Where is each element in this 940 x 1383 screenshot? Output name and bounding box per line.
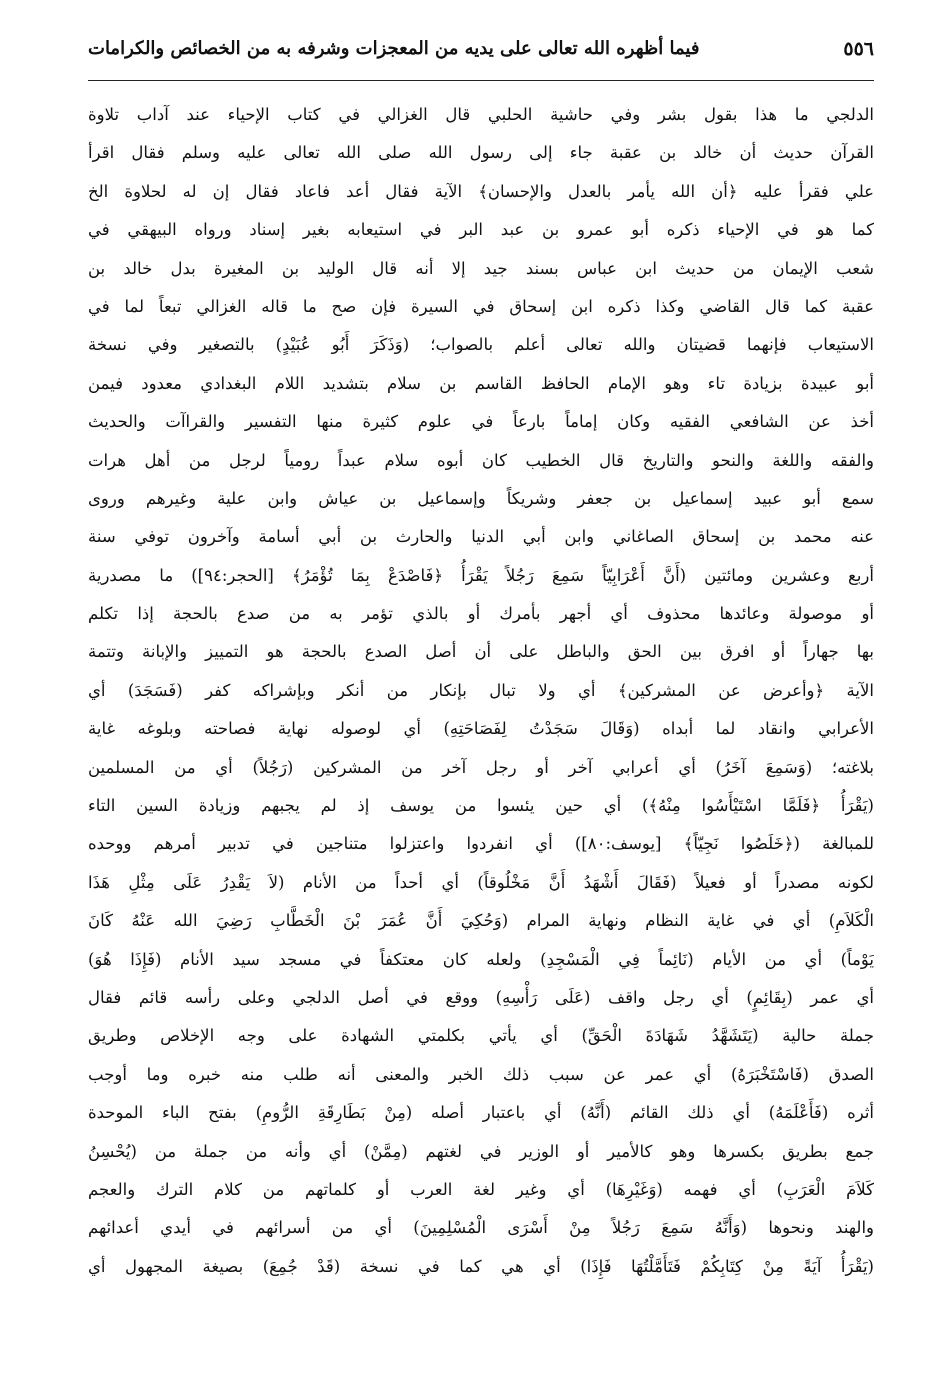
text-line: أخذ عن الشافعي الفقيه وكان إماماً بارعاً في علوم كثيرة منها التفسير والقراآت والحديث xyxy=(88,412,874,432)
text-line: عنه محمد بن إسحاق الصاغاني وابن أبي الدنيا والحارث بن أبي أسامة وآخرون توفي سنة xyxy=(88,527,874,547)
text-line: شعب الإيمان من حديث ابن عباس بسند جيد إلا أنه قال الوليد بن المغيرة بدل خالد بن xyxy=(88,258,874,278)
text-line: الآية ﴿وأعرض عن المشركين﴾ أي ولا تبال بإنكار من أنكر وبإشراكه كفر (فَسَجَدَ) أي xyxy=(88,680,874,700)
text-line: أربع وعشرين ومائتين (أَنَّ أَعْرَابِيّاً سَمِعَ رَجُلاً يَقْرَأُ ﴿فَاصْدَعْ بِمَا تُؤْمَرُ﴾ [الحجر:٩٤]) ما مصدرية xyxy=(88,565,874,585)
text-line: جملة حالية (يَتَشَهَّدُ شَهَادَةَ الْحَقِّ) أي يأتي بكلمتي الشهادة على وجه الإخلاص وطريق xyxy=(88,1026,874,1046)
text-line: عقبة كما قال القاضي وكذا ذكره ابن إسحاق في السيرة فإن صح ما قاله الغزالي تبعاً لما في xyxy=(88,296,874,316)
text-line: الصدق (فَاسْتَخْبَرَهُ) أي عمر عن سبب ذلك الخبر والمعنى أنه طلب منه خبره وما أوجب xyxy=(88,1064,874,1084)
text-line: الدلجي ما هذا بقول بشر وفي حاشية الحلبي قال الغزالي في كتاب الإحياء عند آداب تلاوة xyxy=(88,105,874,124)
text-line: أبو عبيدة بزيادة تاء وهو الإمام الحافظ القاسم بن سلام بتشديد اللام البغدادي معدود فيمن xyxy=(88,373,874,393)
text-line: كما هو في الإحياء ذكره أبو عمرو بن عبد البر في استيعابه بغير إسناد ورواه البيهقي في xyxy=(88,220,874,240)
text-line: يَوْماً) أي من الأيام (نَائِماً فِي الْمَسْجِدِ) ولعله كان معتكفاً في مسجد سيد الأنام (فَإِذَا هُوَ) xyxy=(88,949,874,969)
text-line: لكونه مصدراً أو فعيلاً (فَقَالَ أَشْهَدُ أَنَّ مَخْلُوقاً) أي أحداً من الأنام (لاَ يَقْدِرُ عَلَى مِثْلِ هَذَا xyxy=(88,872,874,892)
text-line: (يَقْرَأُ آيَةً مِنْ كِتَابِكُمْ فَتَأَمَّلْتُهَا فَإِذَا) أي هي كما في نسخة (قَدْ جُمِعَ) بصيغة المجهول أي xyxy=(88,1256,874,1276)
text-line: سمع أبو عبيد إسماعيل بن جعفر وشريكاً وإسماعيل بن عياش وابن علية وغيرهم وروى xyxy=(88,488,874,508)
text-line: والهند ونحوها (وَأَنَّهُ سَمِعَ رَجُلاً مِنْ أَسْرَى الْمُسْلِمِينَ) أي من أسرائهم في أيدي أعدائهم xyxy=(88,1218,874,1238)
text-line: القرآن حديث أن خالد بن عقبة جاء إلى رسول الله صلى الله تعالى عليه وسلم فقال اقرأ xyxy=(88,143,874,163)
text-line: بلاغته؛ (وَسَمِعَ آخَرُ) أي أعرابي آخر أو رجل آخر من المشركين (رَجُلاً) أي من المسلمين xyxy=(88,757,874,777)
text-line: علي فقرأ عليه ﴿أن الله يأمر بالعدل والإحسان﴾ الآية فقال أعد فاعاد فقال إن له لحلاوة الخ xyxy=(88,181,874,201)
text-line: جمع بطريق بكسرها وهو كالأمير أو الوزير في لغتهم (مِمَّنْ) أي وأنه من جملة من (يُحْسِنُ xyxy=(88,1141,874,1161)
running-title: فيما أظهره الله تعالى على يديه من المعجزات وشرفه به من الخصائص والكرامات xyxy=(88,38,700,59)
text-line: (يَقْرَأُ ﴿فَلَمَّا اسْتَيْأَسُوا مِنْهُ﴾) أي حين يئسوا من يوسف إذ لم يجبهم وزيادة السين التاء xyxy=(88,796,874,816)
text-line: أو موصولة وعائدها محذوف أي أجهر بأمرك أو بالذي تؤمر به من صدع بالحجة إذا تكلم xyxy=(88,604,874,624)
page-header xyxy=(88,32,874,72)
page-number: ٥٥٦ xyxy=(843,38,874,60)
body-text xyxy=(88,96,874,1286)
text-line: الْكَلاَمِ) أي في غاية النظام ونهاية المرام (وَحُكِيَ أَنَّ عُمَرَ بْنَ الْخَطَّابِ رَضِيَ الله عَنْهُ كَانَ xyxy=(88,911,874,931)
text-line: أي عمر (بِقَائِمٍ) أي رجل واقف (عَلَى رَأْسِهِ) ووقع في أصل الدلجي وعلى رأسه قائم فقال xyxy=(88,987,874,1007)
text-line: الاستيعاب فإنهما قضيتان والله تعالى أعلم بالصواب؛ (وَذَكَرَ أَبُو عُبَيْدٍ) بالتصغير وفي نسخة xyxy=(88,335,874,355)
text-line: كَلاَمَ الْعَرَبِ) أي فهمه (وَغَيْرِهَا) أي وغير لغة العرب أو كلماتهم من كلام الترك والعجم xyxy=(88,1179,874,1199)
text-line: الأعرابي وانقاد لما أبداه (وَقَالَ سَجَدْتُ لِفَصَاحَتِهِ) أي لوصوله نهاية فصاحته وبلوغه غاية xyxy=(88,719,874,739)
text-line: أثره (فَأَعْلَمَهُ) أي ذلك القائم (أَنَّهُ) أي باعتبار أصله (مِنْ بَطَارِقَةِ الرُّومِ) بفتح الباء الموحدة xyxy=(88,1103,874,1123)
text-line: للمبالغة (﴿خَلَصُوا نَجِيّاً﴾ [يوسف:٨٠]) أي انفردوا واعتزلوا متناجين في تدبير أمرهم ووحده xyxy=(88,834,874,854)
text-line: بها جهاراً أو افرق بين الحق والباطل على أن أصل الصدع بالحجة هو التمييز والإبانة وتتمة xyxy=(88,642,874,662)
header-rule xyxy=(88,80,874,81)
text-line: والفقه واللغة والنحو والتاريخ قال الخطيب كان أبوه سلام عبداً رومياً لرجل من أهل هرات xyxy=(88,450,874,470)
